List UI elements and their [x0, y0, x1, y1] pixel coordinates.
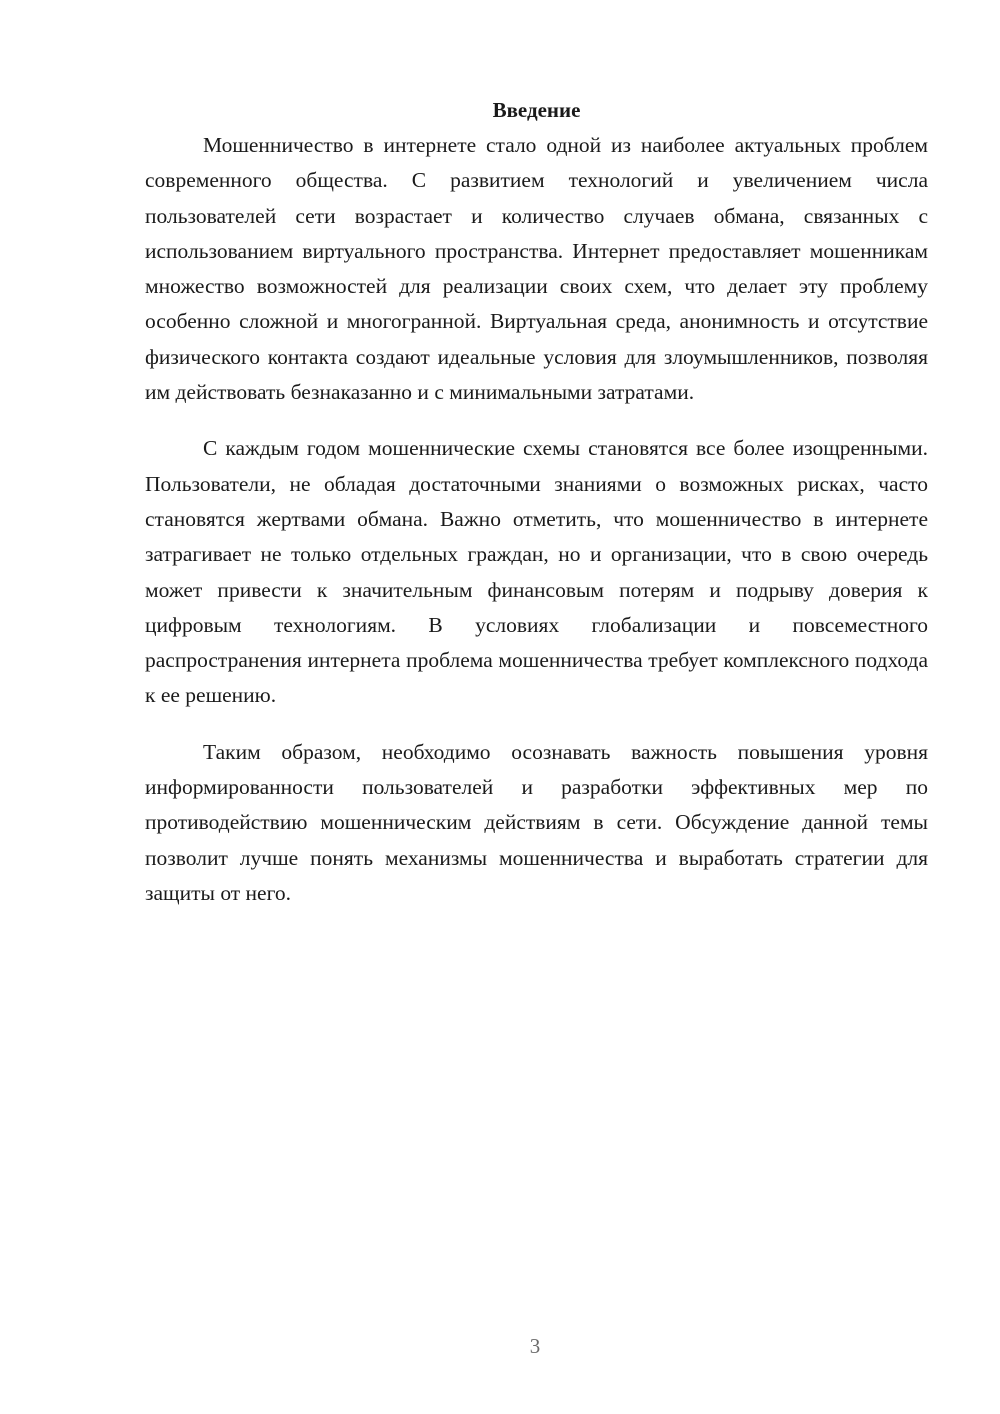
- page-number: 3: [529, 1334, 541, 1358]
- page-content: [145, 95, 928, 932]
- paragraph-2: С каждым годом мошеннические схемы становятся все более изощренными. Пользователи, не обладая достаточными знаниями о возможных рисках, часто становятся жертвами обмана. Важно отметить, что мошенничество в интернете затрагивает не только отдельных граждан, но и организации, что в свою очередь может привести к значительным финансовым потерям и подрыву доверия к цифровым технологиям. В условиях глобализации и повсеместного распространения интернета проблема мошенничества требует комплексного подхода к ее решению.: [145, 436, 928, 708]
- paragraph-1: Мошенничество в интернете стало одной из наиболее актуальных проблем современного общества. С развитием технологий и увеличением числа пользователей сети возрастает и количество случаев обмана, связанных с использованием виртуального пространства. Интернет предоставляет мошенникам множество возможностей для реализации своих схем, что делает эту проблему особенно сложной и многогранной. Виртуальная среда, анонимность и отсутствие физического контакта создают идеальные условия для злоумышленников, позволяя им действовать безнаказанно и с минимальными затратами.: [145, 133, 928, 405]
- section-heading: Введение: [492, 98, 581, 122]
- paragraph-3: Таким образом, необходимо осознавать важность повышения уровня информированности пользователей и разработки эффективных мер по противодействию мошенническим действиям в сети. Обсуждение данной темы позволит лучше понять механизмы мошенничества и выработать стратегии для защиты от него.: [145, 739, 928, 905]
